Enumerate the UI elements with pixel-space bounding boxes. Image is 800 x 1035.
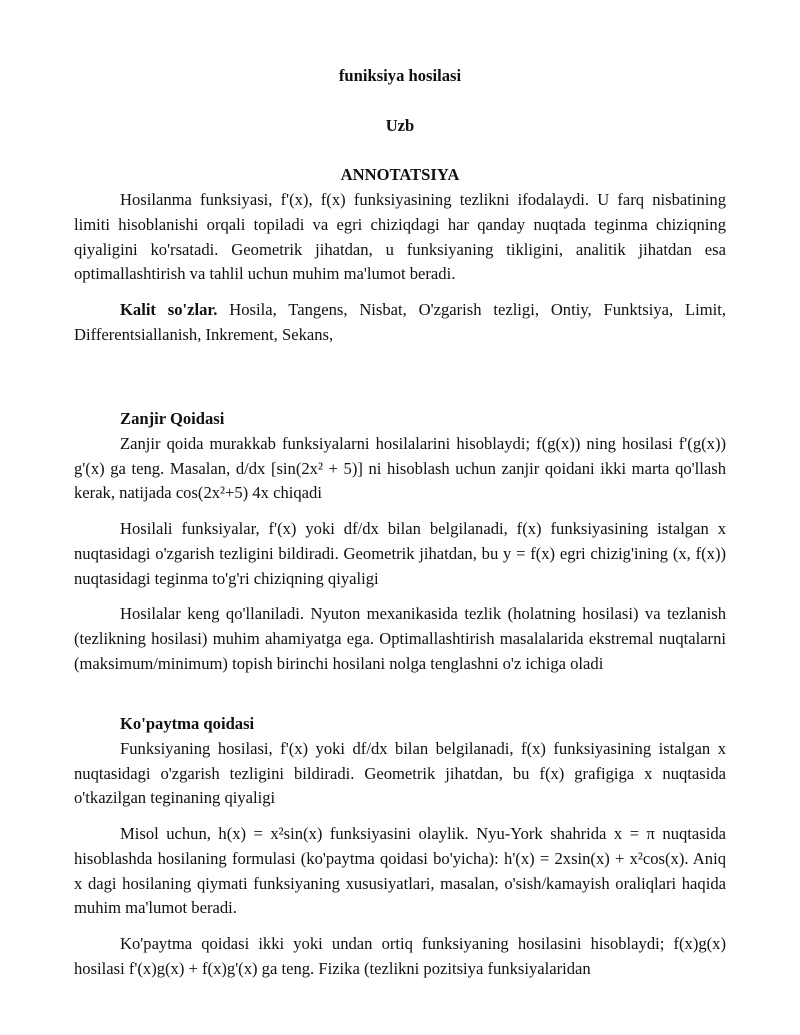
section2-paragraph: Misol uchun, h(x) = x²sin(x) funksiyasini olaylik. Nyu-York shahrida x = π nuqtasida hisoblashda hosilaning formulasi (ko'paytma qoidasi bo'yicha): h'(x) = 2xsin(x) + x²cos(x). Aniq x dagi hosilaning qiymati funksiyaning xususiyatlari, masalan, o'sish/kamayish oraliqlari haqida muhim ma'lumot beradi.: [74, 824, 726, 918]
annotation-heading: ANNOTATSIYA: [340, 165, 460, 185]
section1-paragraph: Zanjir qoida murakkab funksiyalarni hosilalarini hisoblaydi; f(g(x)) ning hosilasi f'(g(x)) g'(x) ga teng. Masalan, d/dx [sin(2x² + 5)] ni hisoblash uchun zanjir qoidani ikki marta qo'llash kerak, natijada cos(2x²+5) 4x chiqadi: [74, 434, 726, 503]
keywords-paragraph: [74, 298, 726, 347]
section2-paragraph: Funksiyaning hosilasi, f'(x) yoki df/dx bilan belgilanadi, f(x) funksiyasining istalgan x nuqtasidagi o'zgarish tezligini bildiradi. Geometrik jihatdan, bu f(x) grafigiga x nuqtasida o'tkazilgan teginaning qiyaligi: [74, 739, 726, 808]
document-title: funiksiya hosilasi: [338, 66, 462, 85]
document-body: [74, 64, 726, 981]
spacer: [74, 347, 726, 407]
section1-paragraph: Hosilali funksiyalar, f'(x) yoki df/dx bilan belgilanadi, f(x) funksiyasining istalgan x nuqtasidagi o'zgarish tezligini bildiradi. Geometrik jihatdan, bu y = f(x) egri chizig'ining (x, f(x)) nuqtasidagi teginma to'g'ri chiziqning qiyaligi: [74, 519, 726, 588]
section-heading-product-rule: Ko'paytma qoidasi: [120, 714, 255, 734]
section2-paragraph: Ko'paytma qoidasi ikki yoki undan ortiq funksiyaning hosilasini hisoblaydi; f(x)g(x) hosilasi f'(x)g(x) + f(x)g'(x) ga teng. Fizika (tezlikni pozitsiya funksiyalaridan: [74, 933, 726, 978]
language-label: Uzb: [385, 115, 415, 135]
section1-paragraph: Hosilalar keng qo'llaniladi. Nyuton mexanikasida tezlik (holatning hosilasi) va tezlanish (tezlikning hosilasi) muhim ahamiyatga ega. Optimallashtirish masalalarida ekstremal nuqtalarni (maksimum/minimum) topish birinchi hosilani nolga tenglashni o'z ichiga oladi: [74, 604, 726, 673]
keywords-label: Kalit so'zlar.: [120, 299, 218, 319]
keywords-text: Hosila, Tangens, Nisbat, O'zgarish tezligi, Ontiy, Funktsiya, Limit, Differentsiallanish, Inkrement, Sekans,: [74, 299, 726, 344]
annotation-paragraph: Hosilanma funksiyasi, f'(x), f(x) funksiyasining tezlikni ifodalaydi. U farq nisbatining limiti hisoblanishi orqali topiladi va egri chiziqdagi har qanday nuqtada teginma chiziqning qiyaligini ko'rsatadi. Geometrik jihatdan, u funksiyaning tikligini, analitik jihatdan esa optimallashtirish va tahlil uchun muhim ma'lumot beradi.: [74, 190, 726, 284]
spacer: [74, 676, 726, 712]
section-heading-chain-rule: Zanjir Qoidasi: [120, 409, 225, 429]
